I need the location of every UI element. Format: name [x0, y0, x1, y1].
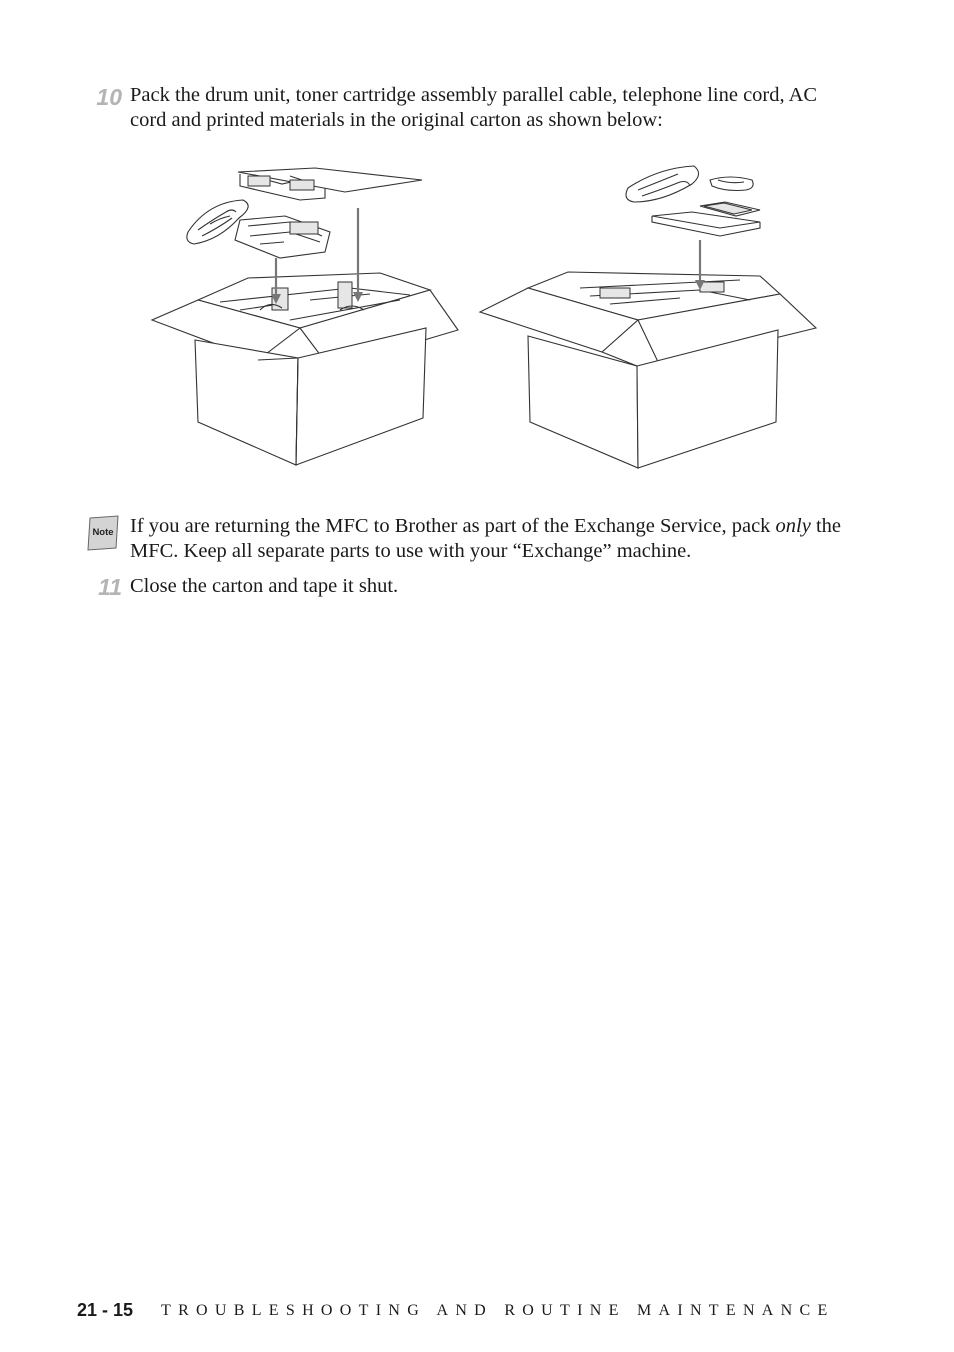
step-text: Pack the drum unit, toner cartridge assembly parallel cable, telephone line cord, AC cord and printed materials in the original carton as shown below:: [130, 84, 818, 131]
note-text: [130, 514, 850, 564]
cardboard-box-icon: [480, 272, 816, 468]
printed-materials-icon: [238, 168, 422, 200]
step-number: 10: [96, 84, 122, 110]
page-footer: [77, 1300, 877, 1324]
step-text: Close the carton and tape it shut.: [130, 575, 399, 597]
note-text-start: If you are returning the MFC to Brother as part of the Exchange Service, pack: [130, 515, 776, 537]
note-emphasis: only: [775, 515, 811, 537]
cardboard-box-icon: [152, 273, 458, 465]
drum-unit-icon: [235, 216, 330, 258]
note-icon-label: Note: [92, 527, 114, 538]
packing-illustration: [140, 160, 830, 480]
down-arrow-icon: [695, 240, 705, 290]
section-title: TROUBLESHOOTING AND ROUTINE MAINTENANCE: [161, 1302, 835, 1319]
note-text-end: the MFC. Keep all separate parts to use with your “Exchange” machine.: [130, 515, 842, 562]
cable-bundle-icon: [626, 166, 753, 202]
note-block: [84, 514, 884, 570]
step-number: 11: [98, 574, 122, 600]
printed-materials-icon: [652, 202, 760, 236]
page-number: 21 - 15: [77, 1300, 134, 1320]
note-icon: [84, 514, 124, 554]
